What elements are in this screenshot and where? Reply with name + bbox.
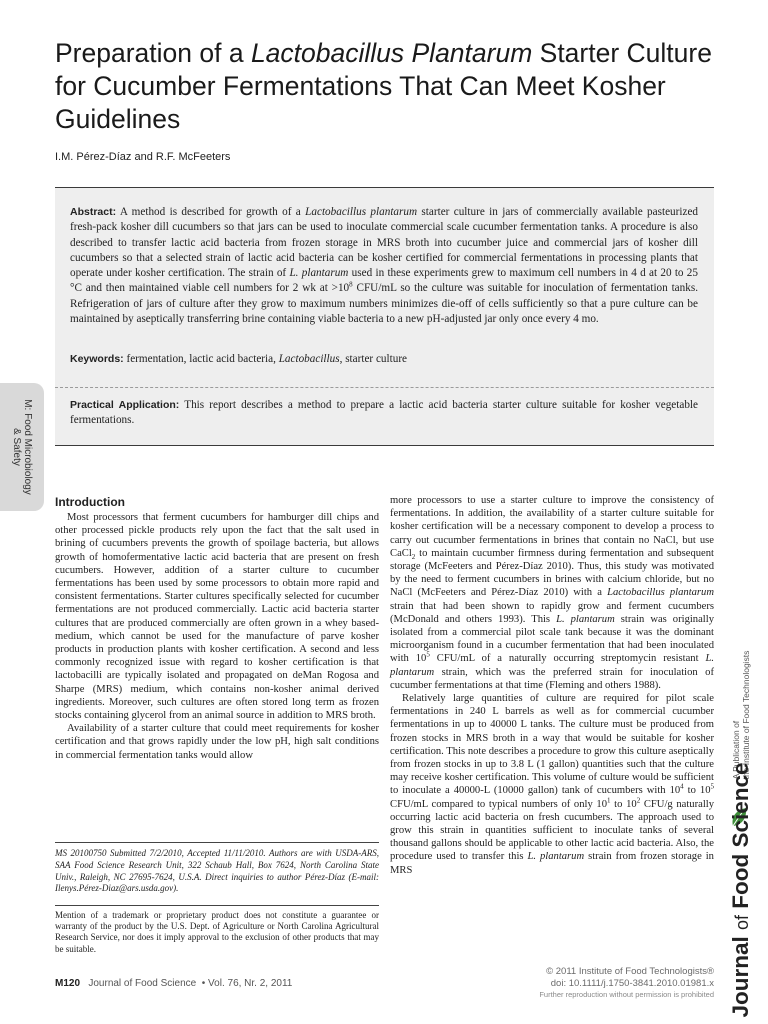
body-text: CFU/mL of a naturally occurring streptomycin resistant bbox=[429, 653, 706, 665]
page-footer bbox=[55, 978, 292, 989]
body-text: more processors to use a starter culture to improve the consistency of fermentations. In addition, the availability of a starter culture suitable for kosher certification will be a necessary component to develop a process to carry out cucumber fermentations in brines that contain no NaCl, but use CaCl bbox=[390, 495, 714, 559]
doi-link[interactable]: doi: 10.1111/j.1750-3841.2010.01981.x bbox=[550, 977, 714, 989]
superscript: 1 bbox=[607, 796, 611, 805]
abstract-paragraph bbox=[70, 205, 698, 327]
practical-application-label: Practical Application: bbox=[70, 399, 180, 411]
body-paragraph bbox=[390, 692, 714, 877]
italic-text: L. plantarum bbox=[527, 851, 585, 863]
page-number: M120 bbox=[55, 978, 81, 989]
section-side-tab bbox=[0, 383, 44, 511]
footnote-divider bbox=[55, 905, 379, 906]
abstract-text: used in these experiments grew to maximum cell numbers in 4 d at 20 to 25 °C and then maintained viable cell numbers for 2 wk at >10 bbox=[70, 267, 698, 295]
abstract-label: Abstract: bbox=[70, 206, 117, 218]
keywords-text: fermentation, lactic acid bacteria, bbox=[123, 353, 279, 365]
body-text: CFU/g naturally occurring lactic acid bacteria on fresh cucumbers. The approach used to grow this strain in quantities sufficient to inoculate tanks of several thousand gallons should be applicable to other lactic acid bacteria. Also, the procedure used to transfer this bbox=[390, 798, 714, 863]
abstract-divider bbox=[55, 387, 714, 388]
abstract-text: A method is described for growth of a bbox=[116, 206, 306, 218]
journal-name-vertical bbox=[728, 762, 754, 1017]
publisher-line-1: A Publication of bbox=[731, 720, 741, 780]
body-text: CFU/mL compared to typical numbers of only 10 bbox=[390, 798, 608, 810]
abstract-text: starter culture in jars of commercially available pasteurized fresh-pack kosher dill cucumbers so that jars can be used to inoculate commercial scale cucumber fermentation tanks. A procedure is also described to transfer lactic acid bacteria from frozen storage in MRS broth into cucumber juice and commercial jars of kosher dill cucumbers so that a selected strain of lactic acid bacteria can be kosher certified for commercial fermentations in processing plants that operate under kosher certification. The strain of bbox=[70, 206, 698, 280]
manuscript-footnote: MS 20100750 Submitted 7/2/2010, Accepted 11/11/2010. Authors are with USDA-ARS, SAA Food Science Research Unit, 322 Schaub Hall, Box 7624, North Carolina State Univ., Raleigh, NC 27695-7624, U.S.A. Direct inquiries to author Pérez-Díaz (E-mail: Ilenys.Pérez-Diaz@ars.usda.gov). bbox=[55, 848, 379, 894]
abstract-text: CFU/mL so the culture was suitable for inoculation of fermentation tanks. Refrigeration of jars of culture after they grow to maximum numbers minimizes die-off of cells sufficiently so that a pure culture can be maintained by aseptically transferring brine containing viable bacteria to a new pH-adjusted jar only once every 4 mo. bbox=[70, 282, 698, 326]
left-column bbox=[55, 494, 379, 762]
keywords-line bbox=[70, 352, 698, 367]
right-column bbox=[390, 494, 714, 877]
copyright-line: © 2011 Institute of Food Technologists® bbox=[546, 966, 714, 977]
side-tab-line-1: M: Food Microbiology bbox=[22, 399, 33, 495]
title-part-2: Starter Culture for Cucumber Fermentations That Can Meet Kosher Guidelines bbox=[55, 38, 712, 134]
body-text: strain from frozen storage in MRS bbox=[390, 851, 714, 876]
journal-name-part: Journal bbox=[728, 930, 753, 1018]
subscript: 2 bbox=[411, 552, 416, 561]
italic-text: Lactobacillus plantarum bbox=[607, 587, 715, 599]
abstract-superscript: 8 bbox=[349, 280, 353, 289]
title-italic: Lactobacillus Plantarum bbox=[250, 38, 533, 68]
superscript: 4 bbox=[680, 782, 684, 791]
italic-text: L. plantarum bbox=[390, 653, 715, 678]
keywords-text: , starter culture bbox=[339, 353, 408, 365]
copyright-block bbox=[430, 966, 714, 1001]
footnote-divider bbox=[55, 842, 379, 843]
publisher-line bbox=[731, 651, 751, 780]
side-tab-line-2: & Safety bbox=[11, 428, 22, 466]
abstract-box bbox=[55, 187, 714, 446]
article-title bbox=[55, 37, 715, 136]
abstract-italic: L. plantarum bbox=[289, 267, 349, 280]
body-paragraph bbox=[390, 494, 714, 692]
author-list: I.M. Pérez-Díaz and R.F. McFeeters bbox=[55, 151, 231, 163]
body-text: strain that had been shown to rapidly grow and ferment cucumbers (McDonald and others 1993). This bbox=[390, 600, 714, 625]
practical-application-text: This report describes a method to prepare a lactic acid bacteria starter culture suitable for kosher vegetable fermentations. bbox=[70, 399, 699, 427]
reproduction-notice: Further reproduction without permission is prohibited bbox=[539, 990, 714, 999]
introduction-heading: Introduction bbox=[55, 495, 125, 509]
superscript: 5 bbox=[710, 782, 714, 791]
superscript: 5 bbox=[426, 650, 430, 659]
title-part-1: Preparation of a bbox=[55, 38, 251, 68]
italic-text: L. plantarum bbox=[556, 613, 615, 625]
body-text: strain was originally isolated from a commercial pilot scale tank because it was the dominant microorganism found in a cucumber fermentation that had been inoculated with 10 bbox=[390, 613, 714, 665]
abstract-italic: Lactobacillus plantarum bbox=[305, 206, 418, 218]
journal-name-of: of bbox=[732, 915, 752, 931]
body-paragraph: Most processors that ferment cucumbers for hamburger dill chips and other processed pickle products rely upon the fact that the salt used in brining of cucumbers prevents the growth of spoilage bacteria, but allows growth of homofermentative lactic acid bacteria that are present on fresh cucumbers. However, addition of a starter culture to cucumber fermentations has been used by some processors to obtain more rapid and consistent fermentations. Starter cultures specifically selected for cucumber fermentations are not produced commercially. Lactic acid bacteria starter cultures that are produced commercially are often grown in a whey based-medium, which cannot be used for the manufacture of parve kosher products in production plants with kosher certification. A second and less commonly recognized issue with regard to kosher certification is that lactobacilli are typically isolated and propagated on deMan Rogosa and Sharpe (MRS) medium, which contains non-kosher animal derived ingredients. Moreover, such cultures are often stored long term as frozen stocks containing glycerol from an animal source in addition to MRS broth. bbox=[55, 512, 379, 722]
footer-journal-name: Journal of Food Science bbox=[88, 978, 197, 989]
journal-name-part: Food Science bbox=[728, 762, 753, 915]
keywords-label: Keywords: bbox=[70, 353, 124, 365]
body-text: Relatively large quantities of culture are required for pilot scale fermentations in 240 L barrels as well as for commercial cucumber fermentations in up to 40000 L tanks. The culture must be produced from frozen stocks in MRS broth in a way that would be suitable for kosher certification. This note describes a procedure to grow this culture aseptically from frozen stocks in up to 3.8 L (1 gallon) quantities such that the culture may receive kosher certification. This volume of culture would be sufficient to inoculate a 40000-L (10000 gallon) tank of cucumbers with 10 bbox=[390, 693, 714, 797]
body-text: to maintain cucumber firmness during fermentation and subsequent storage (McFeeters and Pérez-Díaz 2010). Thus, this study was motivated by the need to ferment cucumbers in brines with calcium chloride, but no NaCl (McFeeters and Pérez-Díaz 2010) with a bbox=[390, 547, 714, 599]
body-paragraph: Availability of a starter culture that could meet requirements for kosher certification and that grows rapidly under the low pH, high salt conditions in commercial fermentation tanks would allow bbox=[55, 723, 379, 761]
body-text: to 10 bbox=[610, 798, 637, 810]
disclaimer-footnote: Mention of a trademark or proprietary product does not constitute a guarantee or warranty of the product by the U.S. Dept. of Agriculture or North Carolina Agricultural Research Service, nor does it imply approval to the exclusion of other products that may be suitable. bbox=[55, 910, 379, 954]
body-text: strain, which was the preferred strain for inoculation of cucumber fermentations at that time (Fleming and others 1988). bbox=[390, 666, 714, 691]
publisher-line-2: the Institute of Food Technologists bbox=[741, 650, 751, 780]
section-side-tab-label bbox=[11, 399, 33, 495]
practical-application bbox=[70, 398, 698, 429]
footer-volume: • Vol. 76, Nr. 2, 2011 bbox=[201, 978, 293, 989]
superscript: 2 bbox=[636, 796, 641, 805]
journal-brand bbox=[717, 630, 767, 1022]
keywords-italic: Lactobacillus bbox=[278, 353, 340, 365]
body-text: to 10 bbox=[683, 785, 711, 797]
